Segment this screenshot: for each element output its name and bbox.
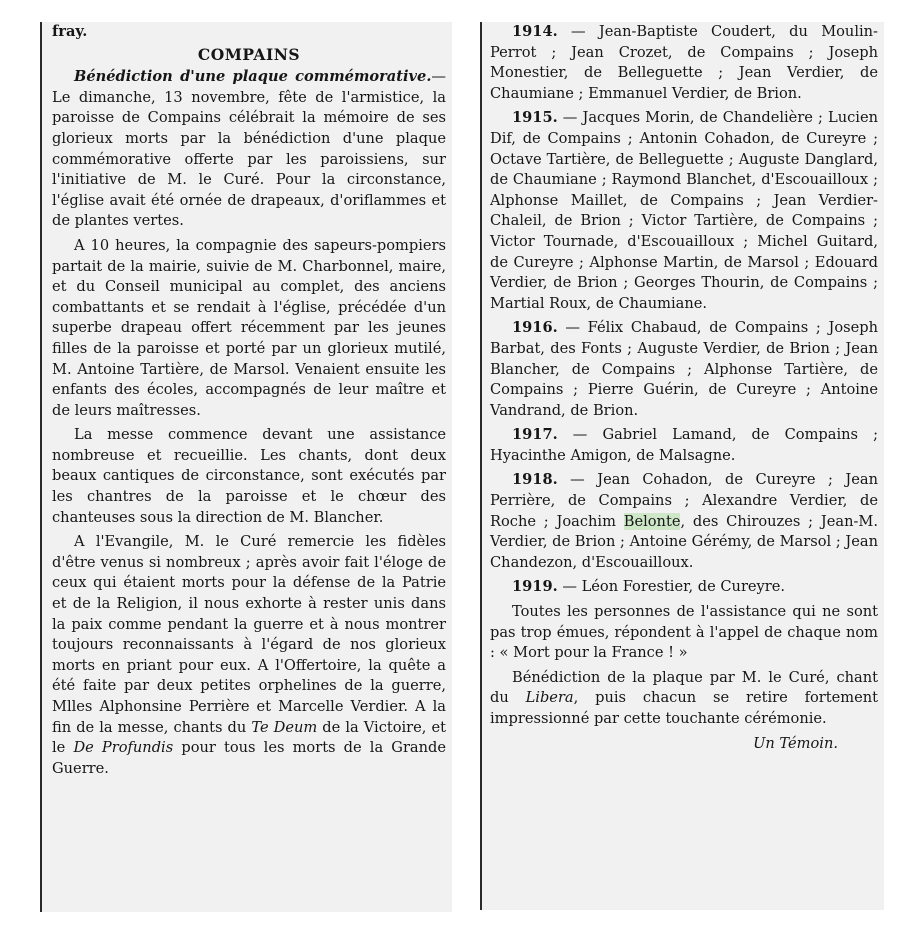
names-1917: — Gabriel Lamand, de Compains ; Hyacinthe Amigon, de Malsagne. — [490, 426, 878, 464]
closing-paragraph-1: Toutes les personnes de l'assistance qui ne sont pas trop émues, répondent à l'appel de chaque nom : « Mort pour la France ! » — [490, 603, 878, 662]
highlighted-name: Belonte — [623, 512, 681, 530]
te-deum-title: Te Deum — [251, 718, 318, 736]
roll-1916 — [490, 318, 878, 421]
article-column-left — [40, 22, 452, 912]
names-1918-a: — Jean Cohadon, de Cureyre ; Jean Perrière, de Compains ; Alexandre Verdier, de Roche ; Joachim — [490, 471, 878, 530]
article-paragraph-2: A 10 heures, la compagnie des sapeurs-pompiers partait de la mairie, suivie de M. Charbonnel, maire, et du Conseil municipal au complet, des anciens combattants et se rendait à l'église, précédée d'un superbe drapeau offert récemment par les jeunes filles de la paroisse et porté par un glorieux mutilé, M. Antoine Tartière, de Marsol. Venaient ensuite les enfants des écoles, accompagnés de leur maître et de leurs maîtresses. — [52, 236, 446, 419]
paragraph-1-text: — Le dimanche, 13 novembre, fête de l'armistice, la paroisse de Compains célébrait la mémoire de ses glorieux morts par la bénédiction d'une plaque commémorative offerte par les paroissiens, sur l'initiative de M. le Curé. Pour la circonstance, l'église avait été ornée de drapeaux, d'oriflammes et de plantes vertes. — [52, 68, 446, 230]
names-1919: — Léon Forestier, de Cureyre. — [557, 578, 786, 596]
year-1919: 1919. — [512, 578, 558, 596]
year-1914: 1914. — [512, 23, 558, 40]
paragraph-4-text-c: pour tous les morts de la Grande Guerre. — [52, 739, 447, 777]
previous-article-fragment: fray. — [52, 23, 88, 40]
closing-2-text-a: Bénédiction de la plaque par M. le Curé, chant du — [490, 668, 878, 707]
names-1914: — Jean-Baptiste Coudert, du Moulin-Perrot ; Jean Crozet, de Compains ; Joseph Monestier, de Belleguette ; Jean Verdier, de Chaumiane ; Emmanuel Verdier, de Brion. — [490, 23, 878, 102]
year-1915: 1915. — [512, 109, 558, 127]
names-1915: — Jacques Morin, de Chandelière ; Lucien Dif, de Compains ; Antonin Cohadon, de Cureyre ; Octave Tartière, de Belleguette ; Auguste Danglard, de Chaumiane ; Raymond Blanchet, d'Escouailloux ; Alphonse Maillet, de Compains ; Jean Verdier-Chaleil, de Brion ; Victor Tartière, de Compains ; Victor Tournade, d'Escouailloux ; Michel Guitard, de Cureyre ; Alphonse Martin, de Marsol ; Edouard Verdier, de Brion ; Georges Thourin, de Compains ; Martial Roux, de Chaumiane. — [490, 109, 878, 312]
roll-1918 — [490, 470, 878, 573]
article-paragraph-3: La messe commence devant une assistance nombreuse et recueillie. Les chants, dont deux beaux cantiques de circonstance, sont exécutés par les chantres de la paroisse et le chœur des chanteuses sous la direction de M. Blancher. — [52, 426, 446, 526]
de-profundis-title: De Profundis — [73, 739, 174, 757]
article-column-right — [480, 22, 884, 910]
closing-2-text-b: , puis chacun se retire fortement impressionné par cette touchante cérémonie. — [490, 689, 878, 727]
roll-1917 — [490, 425, 878, 466]
names-1918-b: , des Chirouzes ; Jean-M. Verdier, de Brion ; Antoine Gérémy, de Marsol ; Jean Chandezon, d'Escouailloux. — [490, 512, 879, 571]
article-paragraph-1 — [52, 67, 446, 232]
paragraph-4-text-b: de la Victoire, et le — [52, 718, 446, 757]
libera-title: Libera — [525, 689, 574, 707]
article-subheading: Bénédiction d'une plaque commémorative. — [74, 68, 432, 86]
roll-1915 — [490, 108, 878, 314]
year-1918: 1918. — [512, 471, 558, 489]
article-paragraph-4 — [52, 532, 446, 779]
article-heading: COMPAINS — [197, 44, 301, 64]
year-1917: 1917. — [512, 426, 558, 444]
roll-1914 — [490, 22, 878, 104]
signature: Un Témoin. — [753, 734, 838, 752]
paragraph-4-text-a: A l'Evangile, M. le Curé remercie les fidèles d'être venus si nombreux ; après avoir fait l'éloge de ceux qui étaient morts pour la défense de la Patrie et de la Religion, il nous exhorte à rester unis dans la paix comme pendant la guerre et à nous montrer toujours reconnaissants à l'égard de nos glorieux morts en priant pour eux. A l'Offertoire, la quête a été faite par deux petites orphelines de la guerre, Mlles Alphonsine Perrière et Marcelle Verdier. A la fin de la messe, chants du — [52, 533, 446, 736]
names-1916: — Félix Chabaud, de Compains ; Joseph Barbat, des Fonts ; Auguste Verdier, de Brion ; Jean Blancher, de Compains ; Alphonse Tartière, de Compains ; Pierre Guérin, de Cureyre ; Antoine Vandrand, de Brion. — [490, 319, 878, 419]
year-1916: 1916. — [512, 319, 558, 337]
roll-1919 — [490, 577, 878, 598]
closing-paragraph-2 — [490, 668, 878, 730]
